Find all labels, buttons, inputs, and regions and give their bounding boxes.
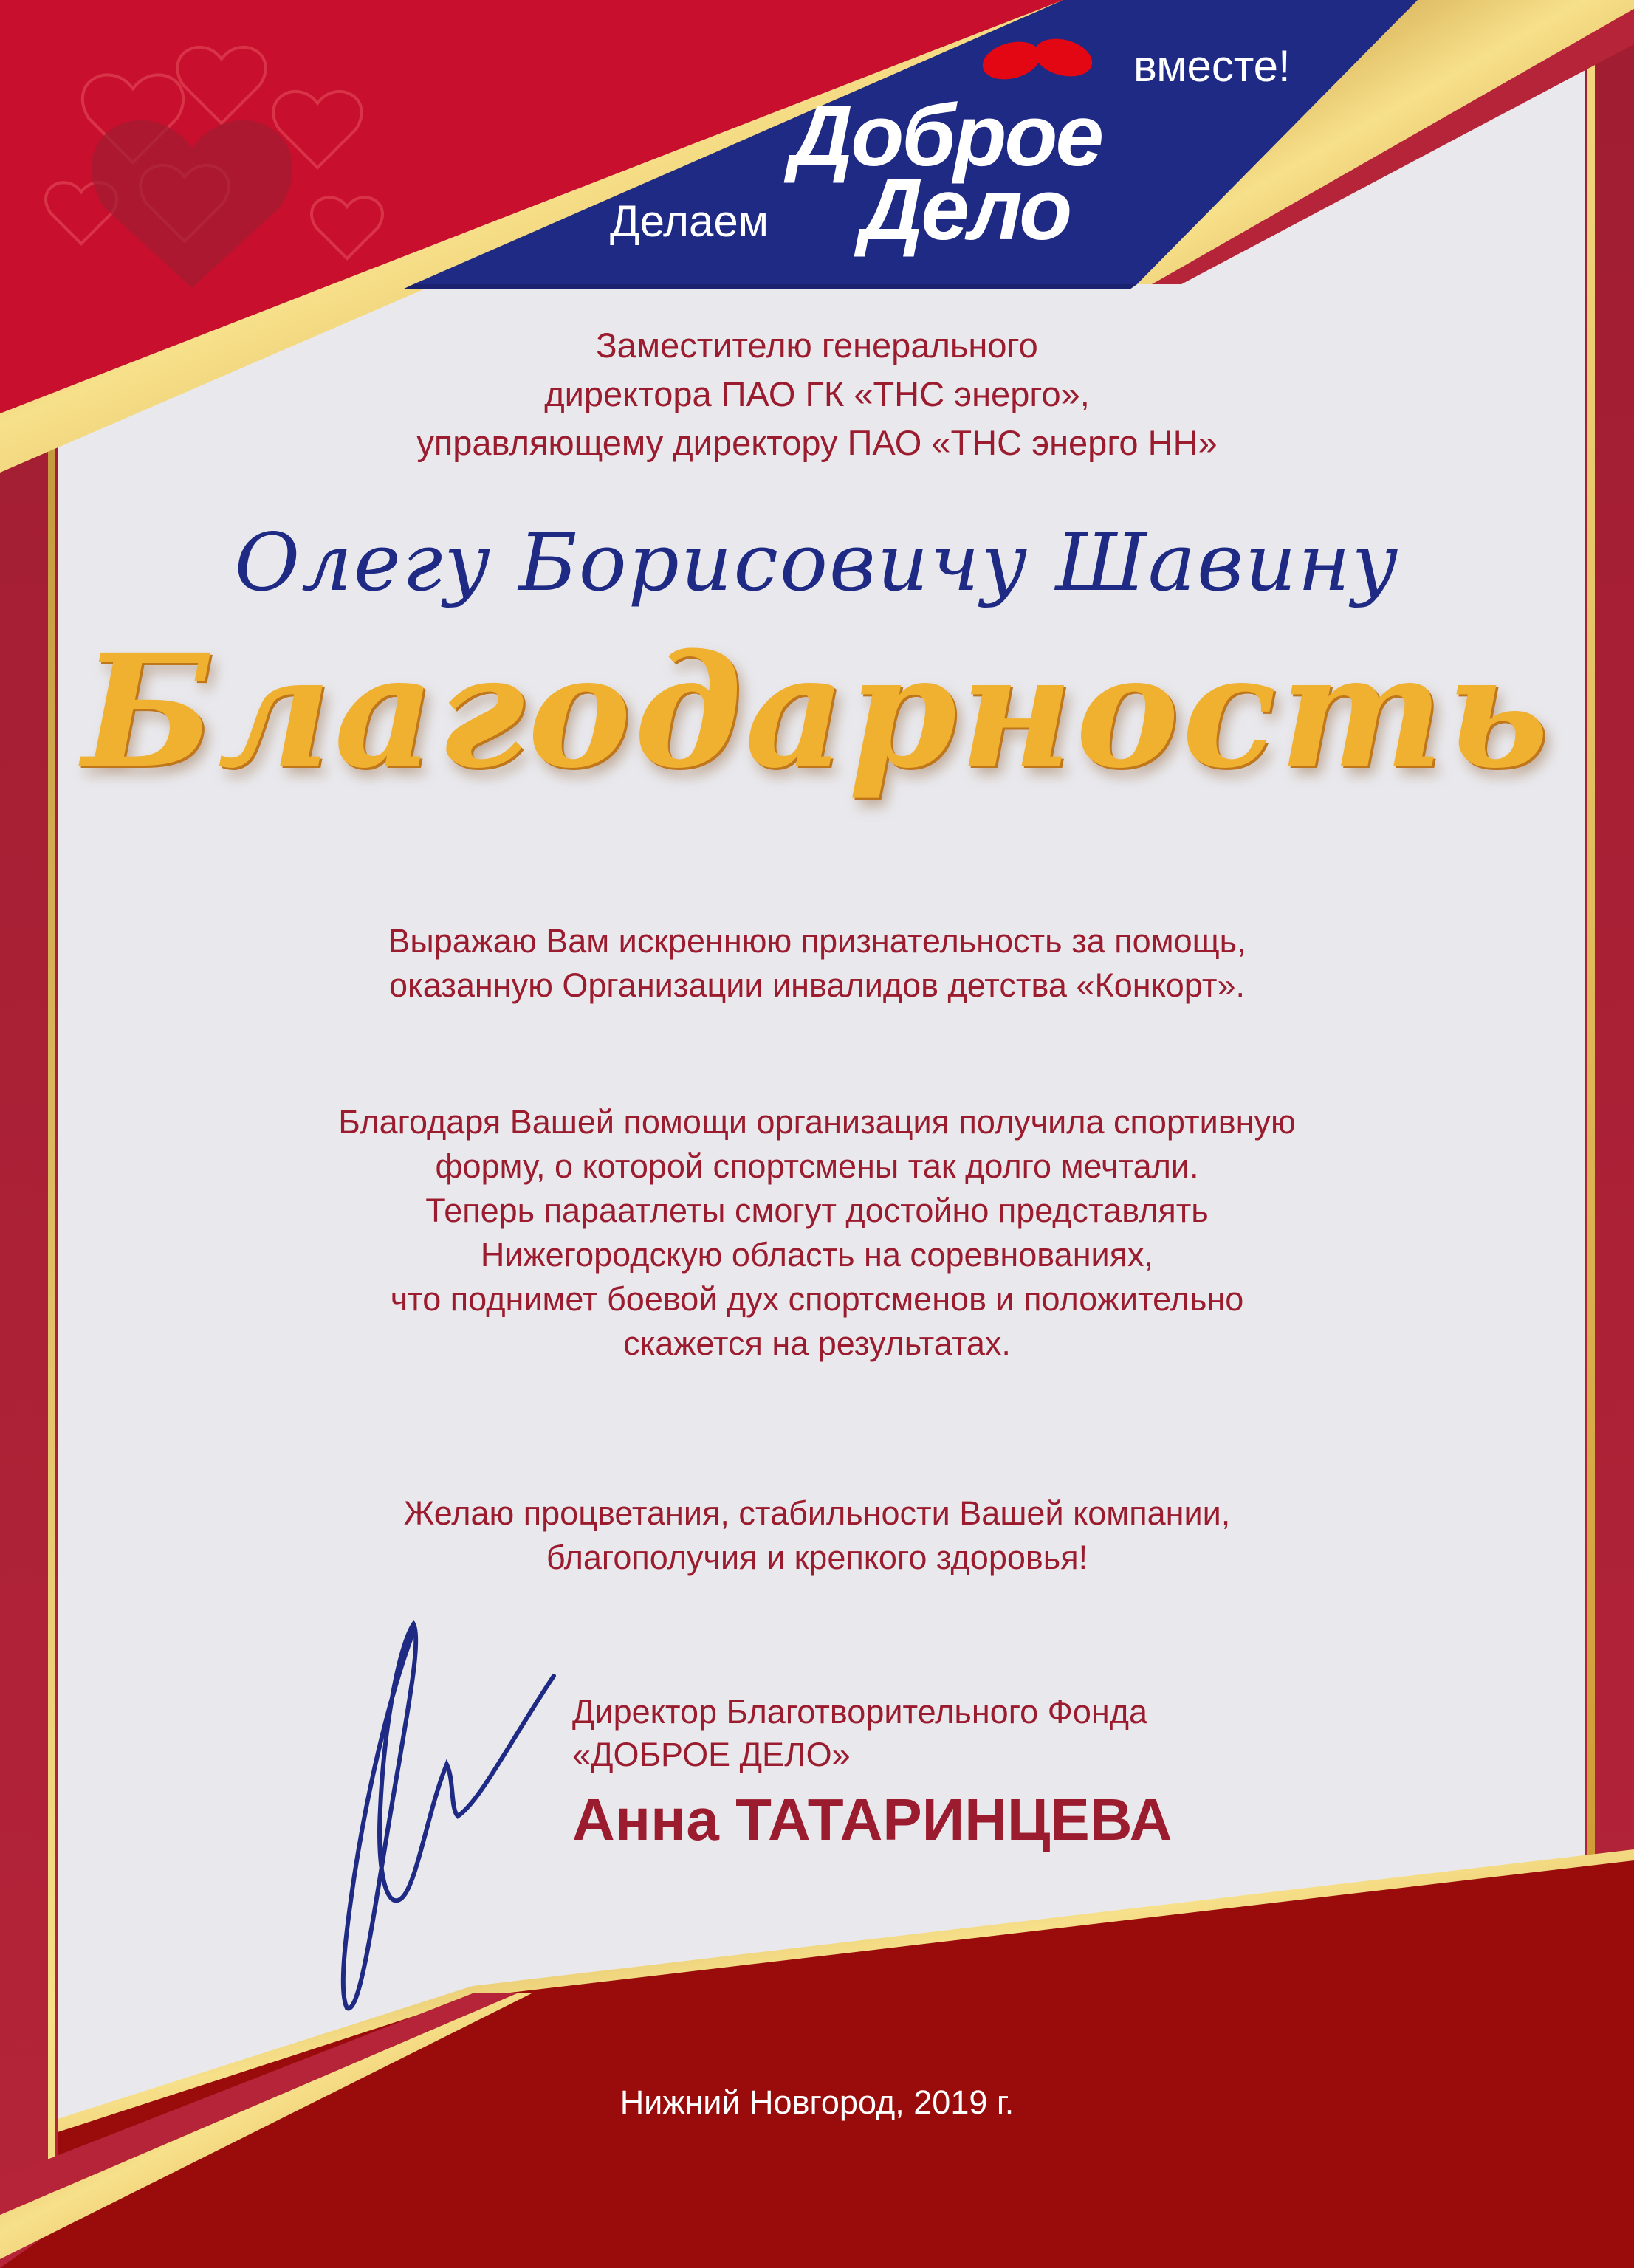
paragraph-3 <box>0 1491 1634 1580</box>
logo-word-top: Доброе <box>790 87 1102 185</box>
addressee-line: директора ПАО ГК «ТНС энерго», <box>544 374 1090 413</box>
recipient-name: Олегу Борисовичу Шавину <box>234 517 1400 609</box>
paragraph-line: форму, о которой спортсмены так долго мечтали. <box>435 1147 1199 1185</box>
addressee <box>0 321 1634 467</box>
paragraph-line: Благодаря Вашей помощи организация получила спортивную <box>338 1103 1296 1141</box>
addressee-line: управляющему директору ПАО «ТНС энерго НН» <box>416 423 1218 462</box>
logo-word-left: Делаем <box>610 196 769 246</box>
paragraph-line: Нижегородскую область на соревнованиях, <box>480 1236 1154 1274</box>
signatory-position: Директор Благотворительного Фонда <box>572 1693 1148 1731</box>
signatory-name: Анна ТАТАРИНЦЕВА <box>572 1787 1173 1852</box>
paragraph-line: оказанную Организации инвалидов детства «Конкорт». <box>389 966 1245 1004</box>
signatory-block <box>572 1691 1172 1853</box>
signatory-organization: «ДОБРОЕ ДЕЛО» <box>572 1736 851 1773</box>
paragraph-line: что поднимет боевой дух спортсменов и положительно <box>390 1280 1244 1318</box>
logo-word-bottom: Дело <box>860 161 1071 258</box>
addressee-line: Заместителю генерального <box>596 326 1038 365</box>
paragraph-line: благополучия и крепкого здоровья! <box>546 1539 1088 1576</box>
paragraph-line: Теперь параатлеты смогут достойно представлять <box>425 1192 1209 1229</box>
paragraph-line: Выражаю Вам искреннюю признательность за помощь, <box>388 922 1246 960</box>
page-title: Благодарность <box>82 620 1552 803</box>
paragraph-2 <box>0 1100 1634 1366</box>
paragraph-line: скажется на результатах. <box>623 1324 1011 1362</box>
paragraph-1 <box>0 919 1634 1008</box>
footer-city-year: Нижний Новгород, 2019 г. <box>619 2083 1015 2121</box>
paragraph-line: Желаю процветания, стабильности Вашей компании, <box>403 1494 1231 1532</box>
logo-word-right: вместе! <box>1133 41 1291 91</box>
